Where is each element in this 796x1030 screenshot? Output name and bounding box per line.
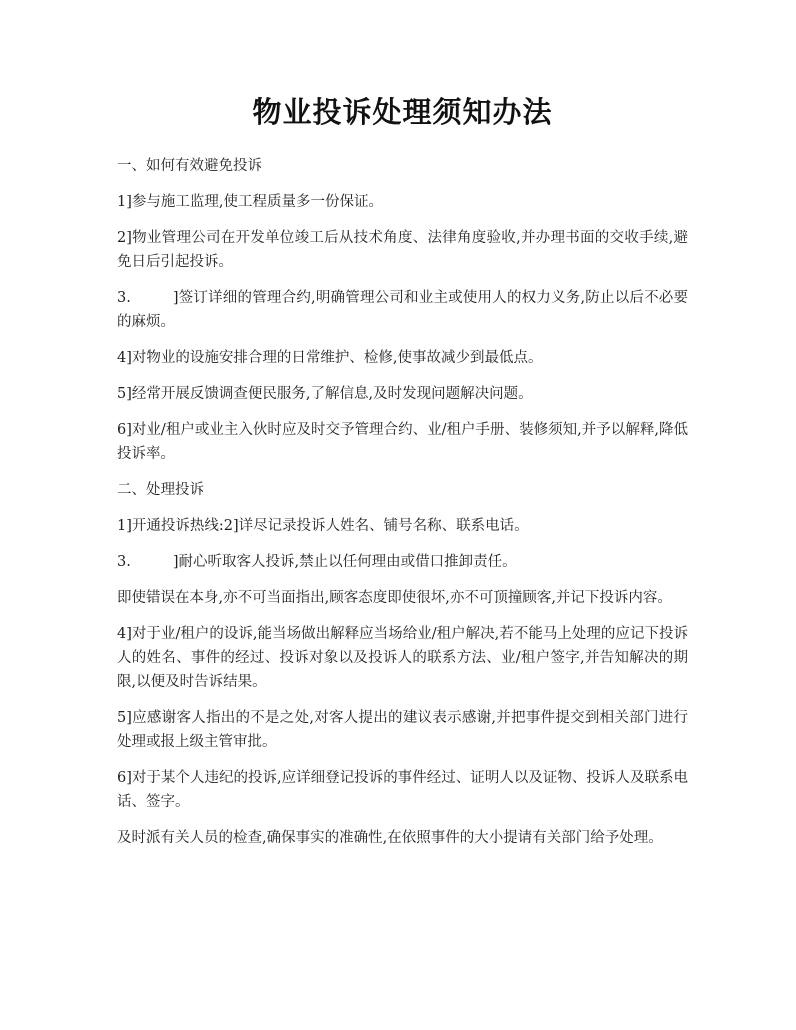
paragraph-text: ]签订详细的管理合约,明确管理公司和业主或使用人的权力义务,防止以后不必要的麻烦。 [117, 290, 688, 330]
paragraph [117, 550, 688, 574]
section-heading: 二、处理投诉 [117, 482, 204, 498]
paragraph: 4]对物业的设施安排合理的日常维护、检修,使事故减少到最低点。 [117, 350, 543, 366]
paragraph: 4]对于业/租户的设诉,能当场做出解释应当场给业/租户解决,若不能马上处理的应记下投诉人的姓名、事件的经过、投诉对象以及投诉人的联系方法、业/租户签字,并告知解决的期限,以便及时告诉结果。 [117, 626, 688, 690]
paragraph: 5]经常开展反馈调查便民服务,了解信息,及时发现问题解决问题。 [117, 386, 533, 402]
paragraph: 5]应感谢客人指出的不是之处,对客人提出的建议表示感谢,并把事件提交到相关部门进行处理或报上级主管审批。 [117, 710, 688, 750]
paragraph [117, 286, 688, 334]
item-number: 3. [117, 554, 131, 570]
paragraph: 1]开通投诉热线:2]详尽记录投诉人姓名、铺号名称、联系电话。 [117, 518, 529, 534]
page-title: 物业投诉处理须知办法 [252, 95, 553, 129]
item-number: 3. [117, 290, 131, 306]
paragraph: 即使错误在本身,亦不可当面指出,顾客态度即使很坏,亦不可顶撞顾客,并记下投诉内容。 [117, 590, 672, 606]
paragraph: 2]物业管理公司在开发单位竣工后从技术角度、法律角度验收,并办理书面的交收手续,避免日后引起投诉。 [117, 230, 688, 270]
section-heading: 一、如何有效避免投诉 [117, 158, 262, 174]
document-body [117, 154, 688, 850]
paragraph-text: ]耐心听取客人投诉,禁止以任何理由或借口推卸责任。 [172, 554, 517, 570]
paragraph: 6]对业/租户或业主入伙时应及时交予管理合约、业/租户手册、装修须知,并予以解释,降低投诉率。 [117, 422, 688, 462]
paragraph: 1]参与施工监理,使工程质量多一份保证。 [117, 194, 383, 210]
paragraph: 及时派有关人员的检查,确保事实的准确性,在依照事件的大小提请有关部门给予处理。 [117, 830, 663, 846]
paragraph: 6]对于某个人违纪的投诉,应详细登记投诉的事件经过、证明人以及证物、投诉人及联系电话、签字。 [117, 770, 688, 810]
